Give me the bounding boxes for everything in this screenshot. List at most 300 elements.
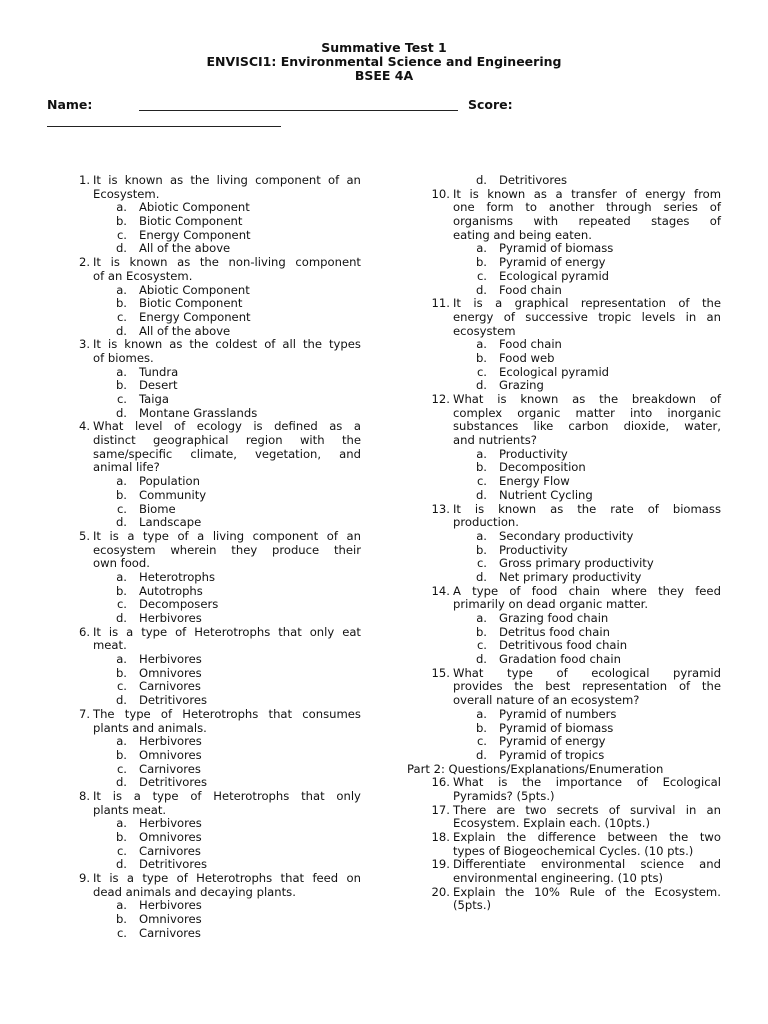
option-letter: a. — [116, 898, 127, 913]
name-blank-line — [139, 110, 458, 111]
option-letter: d. — [115, 693, 127, 708]
question-number: 12. — [431, 392, 450, 406]
question-text: A type of food chain where they feed — [453, 583, 721, 598]
answer-option — [428, 256, 721, 270]
question-line — [428, 858, 721, 872]
left-column — [68, 174, 361, 941]
option-letter: d. — [115, 323, 127, 338]
question-line — [428, 804, 721, 818]
question-text: It is a type of Heterotrophs that feed on — [93, 871, 361, 886]
option-text: All of the above — [139, 323, 231, 338]
option-text: Productivity — [499, 446, 568, 461]
option-letter: d. — [475, 378, 487, 393]
option-letter: a. — [116, 282, 127, 297]
question-number: 18. — [431, 830, 450, 844]
question-line — [68, 626, 361, 640]
option-letter: b. — [115, 747, 127, 762]
answer-option — [428, 270, 721, 284]
option-letter: c. — [476, 556, 487, 571]
option-letter: c. — [116, 501, 127, 516]
answer-option — [68, 201, 361, 215]
answer-option — [68, 598, 361, 612]
question-text: It is known as the living component of an — [93, 173, 361, 187]
option-letter: a. — [116, 816, 127, 831]
option-letter: d. — [115, 775, 127, 790]
course-title: ENVISCI1: Environmental Science and Engineering — [206, 54, 562, 69]
answer-option — [68, 899, 361, 913]
option-text: Carnivores — [139, 761, 201, 776]
question-number: 4. — [78, 419, 90, 434]
question-number: 13. — [431, 501, 450, 516]
score-label: Score: — [468, 97, 513, 112]
option-letter: a. — [116, 734, 127, 749]
question-line — [428, 845, 721, 859]
option-text: Energy Component — [139, 227, 251, 242]
option-text: Omnivores — [139, 830, 202, 844]
name-label: Name: — [47, 97, 93, 112]
question-line — [428, 311, 721, 325]
question-text: It is a type of Heterotrophs that only — [93, 788, 361, 803]
option-letter: a. — [116, 364, 127, 379]
answer-option — [68, 571, 361, 585]
option-letter: c. — [116, 392, 127, 406]
question-line — [428, 503, 721, 517]
option-letter: d. — [475, 173, 487, 187]
answer-option — [68, 763, 361, 777]
option-text: Taiga — [139, 392, 169, 406]
question-text: of an Ecosystem. — [93, 268, 193, 283]
answer-option — [428, 722, 721, 736]
option-letter: c. — [116, 843, 127, 858]
option-letter: c. — [116, 925, 127, 940]
question-text: It is known as the non-living component — [93, 255, 361, 270]
question-line — [428, 694, 721, 708]
option-text: Tundra — [139, 364, 179, 379]
option-text: Carnivores — [139, 843, 201, 858]
question-line — [68, 804, 361, 818]
option-text: Omnivores — [139, 665, 202, 680]
question-text: one form to another through series of — [453, 200, 721, 215]
question-text: What is known as the breakdown of — [453, 392, 721, 406]
question-text: organisms with repeated stages of — [453, 214, 721, 229]
question-text: meat. — [93, 638, 127, 653]
option-letter: b. — [115, 912, 127, 927]
answer-option — [68, 653, 361, 667]
option-letter: b. — [115, 583, 127, 598]
question-text: What level of ecology is defined as a — [93, 419, 361, 434]
question-text: eating and being eaten. — [453, 227, 592, 242]
question-line — [428, 790, 721, 804]
option-text: Pyramid of energy — [499, 255, 606, 270]
question-text: animal life? — [93, 460, 160, 475]
question-text: ecosystem — [453, 323, 516, 338]
answer-option — [68, 667, 361, 681]
question-line — [68, 352, 361, 366]
option-letter: c. — [116, 761, 127, 776]
answer-option — [428, 242, 721, 256]
answer-option — [68, 489, 361, 503]
question-number: 10. — [431, 186, 450, 201]
option-text: Herbivores — [139, 734, 202, 749]
question-text: types of Biogeochemical Cycles. (10 pts.) — [453, 843, 694, 858]
question-line — [428, 188, 721, 202]
question-line — [428, 201, 721, 215]
answer-option — [68, 927, 361, 941]
option-letter: b. — [115, 830, 127, 844]
question-text: There are two secrets of survival in an — [453, 802, 721, 817]
question-line — [428, 598, 721, 612]
option-text: Heterotrophs — [139, 569, 216, 584]
question-line — [68, 708, 361, 722]
option-letter: d. — [115, 515, 127, 530]
question-line — [68, 434, 361, 448]
question-line — [428, 585, 721, 599]
option-text: Desert — [139, 378, 178, 393]
answer-option — [68, 242, 361, 256]
answer-option — [68, 325, 361, 339]
question-text: What is the importance of Ecological — [453, 775, 721, 790]
option-text: Ecological pyramid — [499, 268, 610, 283]
option-letter: a. — [116, 200, 127, 215]
question-text: It is known as the coldest of all the types — [93, 337, 361, 352]
answer-option — [428, 639, 721, 653]
option-letter: a. — [116, 474, 127, 489]
question-line — [428, 516, 721, 530]
option-letter: b. — [475, 542, 487, 557]
option-text: Autotrophs — [139, 583, 203, 598]
question-number: 2. — [78, 255, 90, 270]
question-text: Explain the 10% Rule of the Ecosystem. — [453, 884, 721, 899]
question-line — [428, 434, 721, 448]
answer-option — [428, 284, 721, 298]
option-letter: b. — [475, 720, 487, 735]
question-line — [68, 639, 361, 653]
option-letter: c. — [476, 638, 487, 653]
question-number: 5. — [78, 528, 90, 543]
answer-option — [68, 297, 361, 311]
option-letter: d. — [475, 652, 487, 667]
question-text: plants meat. — [93, 802, 167, 817]
option-letter: b. — [475, 350, 487, 365]
answer-option — [68, 366, 361, 380]
question-line — [428, 817, 721, 831]
question-text: complex organic matter into inorganic — [453, 405, 721, 420]
question-text: substances like carbon dioxide, water, — [453, 419, 721, 434]
answer-option — [68, 379, 361, 393]
option-letter: b. — [115, 296, 127, 311]
option-letter: c. — [476, 734, 487, 749]
question-text: overall nature of an ecosystem? — [453, 693, 640, 708]
question-text: provides the best representation of the — [453, 679, 721, 694]
answer-option — [428, 475, 721, 489]
question-text: environmental engineering. (10 pts) — [453, 871, 664, 886]
option-text: Biotic Component — [139, 214, 243, 229]
option-text: Energy Flow — [499, 474, 570, 489]
option-text: Detritivous food chain — [499, 638, 628, 653]
option-letter: a. — [476, 528, 487, 543]
question-text: Ecosystem. — [93, 186, 160, 201]
question-line — [428, 229, 721, 243]
question-text: It is known as the rate of biomass — [453, 501, 721, 516]
question-text: dead animals and decaying plants. — [93, 884, 296, 899]
option-letter: b. — [115, 378, 127, 393]
question-text: Ecosystem. Explain each. (10pts.) — [453, 816, 650, 831]
question-text: (5pts.) — [453, 898, 492, 913]
option-letter: d. — [475, 569, 487, 584]
answer-option — [428, 544, 721, 558]
question-text: distinct geographical region with the — [93, 433, 361, 448]
answer-option — [68, 776, 361, 790]
option-letter: a. — [476, 706, 487, 721]
question-line — [428, 420, 721, 434]
answer-option — [428, 612, 721, 626]
question-line — [428, 872, 721, 886]
question-line — [428, 393, 721, 407]
question-text: It is a type of Heterotrophs that only eat — [93, 624, 361, 639]
question-line — [68, 420, 361, 434]
option-letter: a. — [116, 652, 127, 667]
option-text: Abiotic Component — [139, 282, 250, 297]
answer-option — [68, 749, 361, 763]
question-line — [68, 872, 361, 886]
option-text: Grazing food chain — [499, 611, 609, 625]
option-text: Population — [139, 474, 200, 489]
option-text: Abiotic Component — [139, 200, 250, 215]
question-number: 1. — [78, 173, 90, 187]
answer-option — [428, 366, 721, 380]
option-letter: d. — [115, 241, 127, 256]
answer-option — [68, 311, 361, 325]
question-line — [68, 338, 361, 352]
option-text: Omnivores — [139, 912, 202, 927]
answer-option — [428, 557, 721, 571]
option-text: Pyramid of energy — [499, 734, 606, 749]
question-text: energy of successive tropic levels in an — [453, 309, 721, 324]
part2-heading — [407, 761, 721, 777]
answer-option — [428, 338, 721, 352]
option-letter: c. — [476, 474, 487, 489]
answer-option — [68, 680, 361, 694]
question-line — [68, 544, 361, 558]
option-text: Decomposition — [499, 460, 586, 475]
answer-option — [68, 503, 361, 517]
option-letter: d. — [475, 747, 487, 762]
option-letter: a. — [476, 446, 487, 461]
question-number: 9. — [78, 871, 90, 886]
option-letter: c. — [476, 364, 487, 379]
question-text: primarily on dead organic matter. — [453, 597, 649, 612]
question-text: ecosystem wherein they produce their — [93, 542, 361, 557]
question-line — [428, 886, 721, 900]
answer-option — [68, 694, 361, 708]
answer-option — [428, 489, 721, 503]
option-letter: d. — [115, 857, 127, 872]
question-line — [68, 174, 361, 188]
question-line — [428, 667, 721, 681]
question-number: 7. — [78, 706, 90, 721]
option-text: Decomposers — [139, 597, 219, 612]
option-letter: c. — [116, 597, 127, 612]
question-text: The type of Heterotrophs that consumes — [93, 706, 361, 721]
question-line — [428, 215, 721, 229]
option-letter: b. — [475, 255, 487, 270]
option-text: Productivity — [499, 542, 568, 557]
answer-option — [68, 913, 361, 927]
question-line — [68, 722, 361, 736]
answer-option — [68, 516, 361, 530]
question-line — [68, 790, 361, 804]
answer-option — [428, 735, 721, 749]
option-text: Detritus food chain — [499, 624, 610, 639]
question-number: 14. — [431, 583, 450, 598]
option-letter: b. — [115, 214, 127, 229]
option-text: Detritivores — [139, 857, 207, 872]
option-text: Omnivores — [139, 747, 202, 762]
answer-option — [68, 284, 361, 298]
section-label: BSEE 4A — [354, 68, 414, 83]
option-text: Montane Grasslands — [139, 405, 258, 420]
option-letter: a. — [476, 337, 487, 352]
option-text: Carnivores — [139, 679, 201, 694]
option-letter: d. — [475, 487, 487, 502]
answer-option — [68, 735, 361, 749]
right-column — [407, 173, 721, 913]
question-text: It is known as a transfer of energy from — [453, 186, 721, 201]
answer-option — [428, 461, 721, 475]
option-letter: b. — [115, 665, 127, 680]
option-text: Food web — [499, 350, 555, 365]
option-letter: b. — [475, 624, 487, 639]
option-text: Pyramid of biomass — [499, 720, 614, 735]
option-text: Ecological pyramid — [499, 364, 610, 379]
score-blank-line — [47, 126, 281, 127]
question-text: production. — [453, 515, 519, 530]
option-letter: a. — [116, 569, 127, 584]
option-text: Pyramid of biomass — [499, 241, 614, 256]
question-line — [68, 270, 361, 284]
option-text: Secondary productivity — [499, 528, 634, 543]
option-text: Pyramid of tropics — [499, 747, 605, 762]
question-text: own food. — [93, 556, 150, 571]
option-text: Nutrient Cycling — [499, 487, 593, 502]
answer-option — [68, 612, 361, 626]
answer-option — [428, 749, 721, 763]
option-text: Herbivores — [139, 652, 202, 667]
answer-option — [68, 393, 361, 407]
question-text: and nutrients? — [453, 433, 537, 448]
option-letter: d. — [115, 611, 127, 625]
option-letter: c. — [476, 268, 487, 283]
answer-option — [428, 448, 721, 462]
answer-option — [68, 215, 361, 229]
option-text: Biome — [139, 501, 176, 516]
question-line — [68, 256, 361, 270]
question-text: What type of ecological pyramid — [453, 665, 721, 680]
question-text: It is a graphical representation of the — [453, 296, 721, 311]
question-text: plants and animals. — [93, 720, 207, 735]
answer-option — [68, 845, 361, 859]
question-number: 16. — [431, 775, 450, 790]
option-text: Herbivores — [139, 898, 202, 913]
answer-option — [68, 229, 361, 243]
question-number: 15. — [431, 665, 450, 680]
question-line — [428, 776, 721, 790]
option-text: Community — [139, 487, 207, 502]
option-letter: d. — [475, 282, 487, 297]
question-number: 3. — [78, 337, 90, 352]
option-letter: d. — [115, 405, 127, 420]
question-line — [68, 461, 361, 475]
option-text: Net primary productivity — [499, 569, 642, 584]
question-text: same/specific climate, vegetation, and — [93, 446, 361, 461]
option-text: Detritivores — [499, 173, 567, 187]
option-letter: a. — [476, 611, 487, 625]
answer-option — [428, 352, 721, 366]
option-text: Landscape — [139, 515, 202, 530]
answer-option — [68, 817, 361, 831]
question-line — [428, 407, 721, 421]
option-text: Herbivores — [139, 611, 202, 625]
answer-option — [428, 174, 721, 188]
answer-option — [428, 571, 721, 585]
question-line — [428, 831, 721, 845]
option-letter: b. — [115, 487, 127, 502]
question-number: 8. — [78, 788, 90, 803]
answer-option — [428, 379, 721, 393]
question-number: 11. — [431, 296, 450, 311]
answer-option — [428, 708, 721, 722]
question-number: 20. — [431, 884, 450, 899]
question-line — [428, 297, 721, 311]
question-text: Pyramids? (5pts.) — [453, 788, 555, 803]
option-letter: a. — [476, 241, 487, 256]
answer-option — [428, 626, 721, 640]
question-number: 17. — [431, 802, 450, 817]
option-text: Biotic Component — [139, 296, 243, 311]
option-text: Energy Component — [139, 309, 251, 324]
question-line — [68, 886, 361, 900]
question-line — [428, 680, 721, 694]
option-text: All of the above — [139, 241, 231, 256]
question-number: 6. — [78, 624, 90, 639]
option-text: Gross primary productivity — [499, 556, 654, 571]
option-text: Gradation food chain — [499, 652, 621, 667]
option-letter: b. — [475, 460, 487, 475]
part2-title: Part 2: Questions/Explanations/Enumeration — [407, 761, 664, 776]
answer-option — [68, 585, 361, 599]
option-text: Herbivores — [139, 816, 202, 831]
answer-option — [68, 858, 361, 872]
question-number: 19. — [431, 857, 450, 872]
answer-option — [68, 475, 361, 489]
option-text: Carnivores — [139, 925, 201, 940]
option-text: Food chain — [499, 337, 562, 352]
question-line — [428, 899, 721, 913]
option-letter: c. — [116, 309, 127, 324]
option-text: Food chain — [499, 282, 562, 297]
answer-option — [428, 530, 721, 544]
question-line — [68, 448, 361, 462]
question-text: Explain the difference between the two — [453, 830, 721, 844]
answer-option — [68, 831, 361, 845]
answer-option — [68, 407, 361, 421]
question-text: It is a type of a living component of an — [93, 528, 361, 543]
option-text: Pyramid of numbers — [499, 706, 617, 721]
test-title: Summative Test 1 — [321, 40, 447, 55]
option-letter: c. — [116, 679, 127, 694]
answer-option — [428, 653, 721, 667]
option-text: Grazing — [499, 378, 544, 393]
